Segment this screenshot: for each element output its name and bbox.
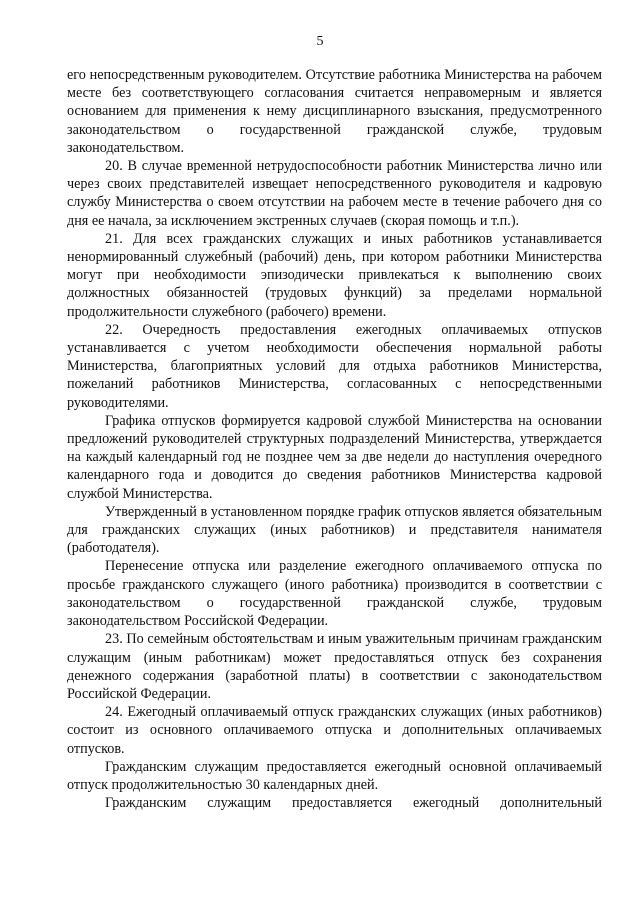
paragraph-item-22: 22. Очередность предоставления ежегодных оплачиваемых отпусков устанавливается с учетом необходимости обеспечения нормальной работы Министерства, благоприятных условий для отдыха работников Министерства, пожеланий работников Министерства, согласованных с непосредственными руководителями.: [67, 321, 602, 411]
document-body: [67, 66, 602, 812]
paragraph-item-20: 20. В случае временной нетрудоспособности работник Министерства лично или через своих представителей извещает непосредственного руководителя и кадровую службу Министерства о своем отсутствии на рабочем месте в течение рабочего дня со дня ее начала, за исключением экстренных случаев (скорая помощь и т.п.).: [67, 158, 602, 229]
paragraph-vacation-transfer: Перенесение отпуска или разделение ежегодного оплачиваемого отпуска по просьбе гражданского служащего (иного работника) производится в соответствии с законодательством о государственной гражданской службе, трудовым законодательством Российской Федерации.: [67, 558, 602, 630]
page-number: 5: [316, 34, 324, 49]
paragraph-continuation: его непосредственным руководителем. Отсутствие работника Министерства на рабочем месте без соответствующего согласования считается неправомерным и является основанием для применения к нему дисциплинарного взыскания, предусмотренного законодательством о государственной гражданской службе, трудовым законодательством.: [67, 67, 602, 156]
paragraph-item-24: 24. Ежегодный оплачиваемый отпуск гражданских служащих (иных работников) состоит из основного оплачиваемого отпуска и дополнительных оплачиваемых отпусков.: [67, 704, 602, 757]
paragraph-item-21: 21. Для всех гражданских служащих и иных работников устанавливается ненормированный служебный (рабочий) день, при котором работники Министерства могут при необходимости эпизодически привлекаться к выполнению своих должностных обязанностей (трудовых функций) за пределами нормальной продолжительности служебного (рабочего) времени.: [67, 230, 602, 320]
paragraph-schedule-binding: Утвержденный в установленном порядке график отпусков является обязательным для гражданских служащих (иных работников) и представителя нанимателя (работодателя).: [67, 503, 602, 557]
paragraph-item-23: 23. По семейным обстоятельствам и иным уважительным причинам гражданским служащим (иным работникам) может предоставляться отпуск без сохранения денежного содержания (заработной платы) в соответствии с законодательством Российской Федерации.: [67, 631, 602, 702]
paragraph-basic-leave: Гражданским служащим предоставляется ежегодный основной оплачиваемый отпуск продолжительностью 30 календарных дней.: [67, 758, 602, 793]
paragraph-vacation-schedule: Графика отпусков формируется кадровой службой Министерства на основании предложений руководителей структурных подразделений Министерства, утверждается на каждый календарный год не позднее чем за две недели до наступления очередного календарного года и доводится до сведения работников Министерства кадровой службой Министерства.: [67, 412, 602, 502]
paragraph-additional-leave: Гражданским служащим предоставляется ежегодный дополнительный: [105, 795, 602, 812]
